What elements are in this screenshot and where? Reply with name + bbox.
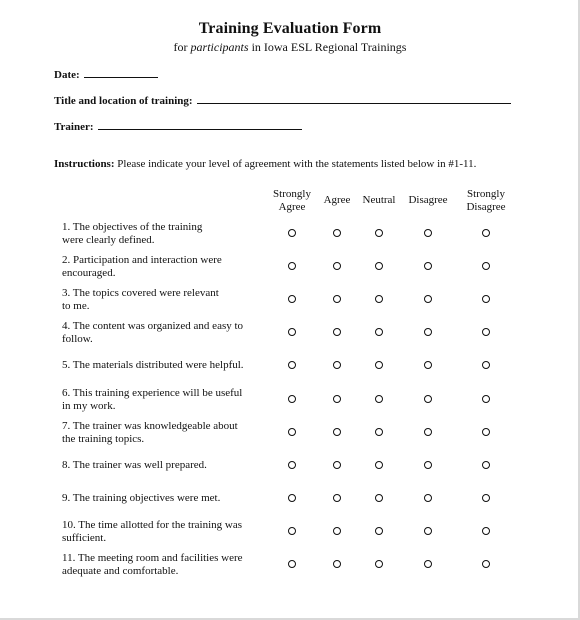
statement-line: 11. The meeting room and facilities were <box>62 552 243 564</box>
column-header-line: Strongly <box>273 188 311 200</box>
radio-statement-3-strongly-disagree[interactable] <box>482 295 490 303</box>
column-header-line: Disagree <box>466 201 506 213</box>
radio-statement-9-disagree[interactable] <box>424 494 432 502</box>
radio-statement-11-disagree[interactable] <box>424 560 432 568</box>
trainer-field <box>54 120 302 133</box>
statement-8 <box>62 459 262 472</box>
radio-statement-9-strongly-disagree[interactable] <box>482 494 490 502</box>
statement-11 <box>62 552 262 578</box>
statement-3 <box>62 287 262 313</box>
radio-statement-10-disagree[interactable] <box>424 527 432 535</box>
statement-line: the training topics. <box>62 432 145 445</box>
radio-statement-3-strongly-agree[interactable] <box>288 295 296 303</box>
statement-line: 3. The topics covered were relevant <box>62 287 219 300</box>
radio-statement-3-disagree[interactable] <box>424 295 432 303</box>
instructions-text: Please indicate your level of agreement with the statements listed below in #1-11. <box>114 158 477 170</box>
column-header-line: Disagree <box>408 194 448 206</box>
radio-statement-7-agree[interactable] <box>333 428 341 436</box>
column-header-line: Agree <box>323 194 351 206</box>
statement-line: in my work. <box>62 399 116 412</box>
radio-statement-2-agree[interactable] <box>333 262 341 270</box>
title-location-label: Title and location of training: <box>54 95 193 107</box>
trainer-input-line[interactable] <box>98 120 302 130</box>
statement-5 <box>62 359 262 372</box>
column-header-neutral <box>363 194 396 207</box>
radio-statement-4-neutral[interactable] <box>375 328 383 336</box>
radio-statement-10-agree[interactable] <box>333 527 341 535</box>
trainer-label: Trainer: <box>54 121 94 133</box>
radio-statement-7-strongly-disagree[interactable] <box>482 428 490 436</box>
statement-line: 2. Participation and interaction were <box>62 254 222 267</box>
statement-9 <box>62 492 262 505</box>
statement-line: 5. The materials distributed were helpful. <box>62 359 244 372</box>
statement-line: 6. This training experience will be useful <box>62 386 243 399</box>
radio-statement-7-disagree[interactable] <box>424 428 432 436</box>
radio-statement-9-strongly-agree[interactable] <box>288 494 296 502</box>
form-title: Training Evaluation Form <box>198 20 382 37</box>
statement-10 <box>62 519 262 545</box>
radio-statement-4-strongly-disagree[interactable] <box>482 328 490 336</box>
column-header-disagree <box>408 194 447 207</box>
form-subtitle <box>0 40 580 55</box>
radio-statement-5-neutral[interactable] <box>375 361 383 369</box>
column-header-line: Neutral <box>362 194 396 206</box>
radio-statement-10-neutral[interactable] <box>375 527 383 535</box>
radio-statement-6-neutral[interactable] <box>375 395 383 403</box>
radio-statement-1-agree[interactable] <box>333 229 341 237</box>
statement-4 <box>62 320 262 346</box>
statement-line: follow. <box>62 333 93 346</box>
radio-statement-2-neutral[interactable] <box>375 262 383 270</box>
radio-statement-8-agree[interactable] <box>333 461 341 469</box>
statement-line: 1. The objectives of the training <box>62 221 203 233</box>
column-header-agree <box>324 194 351 207</box>
instructions <box>54 158 534 170</box>
title-location-field <box>54 94 511 107</box>
radio-statement-2-strongly-disagree[interactable] <box>482 262 490 270</box>
radio-statement-11-strongly-disagree[interactable] <box>482 560 490 568</box>
statement-line: adequate and comfortable. <box>62 565 179 577</box>
radio-statement-4-disagree[interactable] <box>424 328 432 336</box>
radio-statement-4-strongly-agree[interactable] <box>288 328 296 336</box>
statement-line: were clearly defined. <box>62 234 155 246</box>
radio-statement-11-neutral[interactable] <box>375 560 383 568</box>
column-header-strongly-disagree <box>466 188 505 214</box>
radio-statement-4-agree[interactable] <box>333 328 341 336</box>
radio-statement-9-agree[interactable] <box>333 494 341 502</box>
column-header-strongly-agree <box>273 188 311 214</box>
subtitle-prefix: for <box>173 40 191 54</box>
statement-7 <box>62 420 262 446</box>
radio-statement-5-disagree[interactable] <box>424 361 432 369</box>
radio-statement-1-strongly-agree[interactable] <box>288 229 296 237</box>
radio-statement-10-strongly-agree[interactable] <box>288 527 296 535</box>
subtitle-italic: participants <box>190 40 249 54</box>
date-input-line[interactable] <box>84 68 158 78</box>
column-header-line: Strongly <box>467 188 505 200</box>
statement-line: encouraged. <box>62 267 116 280</box>
radio-statement-8-strongly-disagree[interactable] <box>482 461 490 469</box>
radio-statement-8-strongly-agree[interactable] <box>288 461 296 469</box>
radio-statement-8-neutral[interactable] <box>375 461 383 469</box>
radio-statement-1-neutral[interactable] <box>375 229 383 237</box>
statement-1 <box>62 221 262 247</box>
subtitle-suffix: in Iowa ESL Regional Trainings <box>248 40 407 54</box>
statement-line: 7. The trainer was knowledgeable about <box>62 419 238 432</box>
radio-statement-6-strongly-agree[interactable] <box>288 395 296 403</box>
radio-statement-3-agree[interactable] <box>333 295 341 303</box>
radio-statement-1-strongly-disagree[interactable] <box>482 229 490 237</box>
radio-statement-10-strongly-disagree[interactable] <box>482 527 490 535</box>
radio-statement-5-agree[interactable] <box>333 361 341 369</box>
radio-statement-7-neutral[interactable] <box>375 428 383 436</box>
statement-2 <box>62 254 262 280</box>
instructions-label: Instructions: <box>54 158 115 170</box>
radio-statement-7-strongly-agree[interactable] <box>288 428 296 436</box>
statement-line: 9. The training objectives were met. <box>62 491 221 504</box>
radio-statement-9-neutral[interactable] <box>375 494 383 502</box>
radio-statement-6-agree[interactable] <box>333 395 341 403</box>
radio-statement-5-strongly-agree[interactable] <box>288 361 296 369</box>
statement-6 <box>62 387 262 413</box>
title-location-input-line[interactable] <box>197 94 511 104</box>
radio-statement-8-disagree[interactable] <box>424 461 432 469</box>
radio-statement-2-disagree[interactable] <box>424 262 432 270</box>
statement-line: 10. The time allotted for the training was <box>62 518 243 531</box>
radio-statement-11-agree[interactable] <box>333 560 341 568</box>
radio-statement-1-disagree[interactable] <box>424 229 432 237</box>
date-field <box>54 68 158 81</box>
statement-line: 4. The content was organized and easy to <box>62 320 244 333</box>
column-header-line: Agree <box>278 201 306 213</box>
statement-line: sufficient. <box>62 531 107 544</box>
radio-statement-6-strongly-disagree[interactable] <box>482 395 490 403</box>
date-label: Date: <box>54 69 80 81</box>
radio-statement-11-strongly-agree[interactable] <box>288 560 296 568</box>
statement-line: to me. <box>62 300 90 313</box>
radio-statement-5-strongly-disagree[interactable] <box>482 361 490 369</box>
radio-statement-2-strongly-agree[interactable] <box>288 262 296 270</box>
radio-statement-6-disagree[interactable] <box>424 395 432 403</box>
radio-statement-3-neutral[interactable] <box>375 295 383 303</box>
statement-line: 8. The trainer was well prepared. <box>62 458 207 471</box>
